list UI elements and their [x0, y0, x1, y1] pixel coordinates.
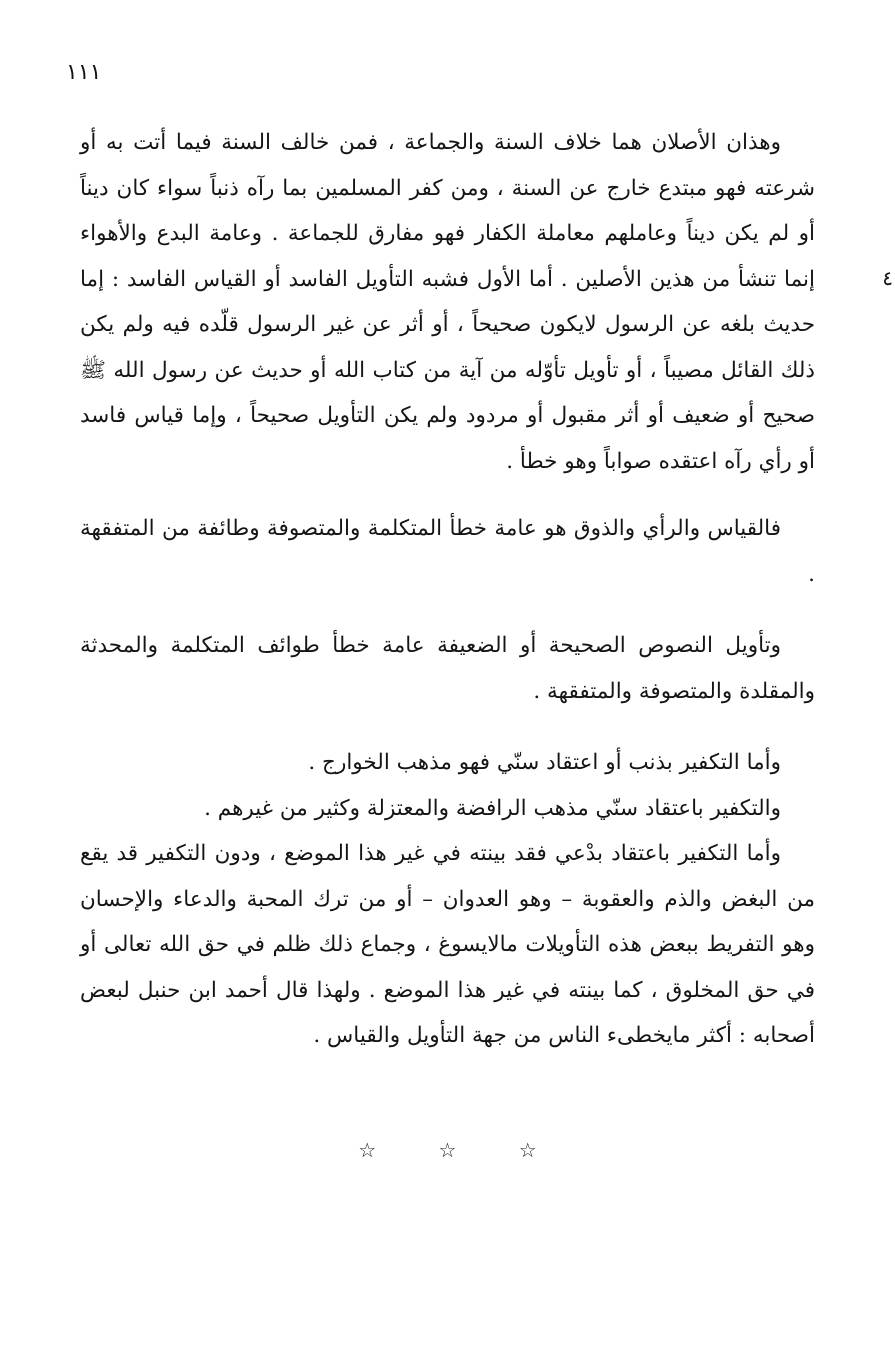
paragraph-6: وأما التكفير باعتقاد بدْعي فقد بينته في غير هذا الموضع ، ودون التكفير قد يقع من البغض والذم والعقوبة – وهو العدوان – أو من ترك المحبة والدعاء والإحسان وهو التفريط ببعض هذه التأويلات مالايسوغ ، وجماع ذلك ظلم في حق الله تعالى أو في حق المخلوق ، كما بينته في غير هذا الموضع . ولهذا قال أحمد ابن حنبل لبعض أصحابه : أكثر مايخطىء الناس من جهة التأويل والقياس . — [80, 841, 815, 1048]
body-text — [80, 120, 815, 1059]
section-separator: ☆ ☆ ☆ — [358, 1138, 565, 1162]
paragraph-2: فالقياس والرأي والذوق هو عامة خطأ المتكلمة والمتصوفة وطائفة من المتفقهة . — [80, 516, 815, 587]
page-number: ١١١ — [66, 60, 102, 85]
margin-mark: ٤ — [882, 266, 893, 290]
paragraph-1: وهذان الأصلان هما خلاف السنة والجماعة ، فمن خالف السنة فيما أتت به أو شرعته فهو مبتدع خارج عن السنة ، ومن كفر المسلمين بما رآه ذنباً سواء كان ديناً أو لم يكن ديناً وعاملهم معاملة الكفار فهو مفارق للجماعة . وعامة البدع والأهواء إنما تنشأ من هذين الأصلين . أما الأول فشبه التأويل الفاسد أو القياس الفاسد : إما حديث بلغه عن الرسول لايكون صحيحاً ، أو أثر عن غير الرسول قلّده فيه ولم يكن ذلك القائل مصيباً ، أو تأويل تأوّله من آية من كتاب الله أو حديث عن رسول الله ﷺ صحيح أو ضعيف أو أثر مقبول أو مردود ولم يكن التأويل صحيحاً ، وإما قياس فاسد أو رأي رآه اعتقده صواباً وهو خطأ . — [80, 130, 815, 474]
paragraph-4: وأما التكفير بذنب أو اعتقاد سنّي فهو مذهب الخوارج . — [308, 750, 781, 775]
paragraph-3: وتأويل النصوص الصحيحة أو الضعيفة عامة خطأ طوائف المتكلمة والمحدثة والمقلدة والمتصوفة والمتفقهة . — [80, 633, 815, 704]
paragraph-5: والتكفير باعتقاد سنّي مذهب الرافضة والمعتزلة وكثير من غيرهم . — [204, 795, 781, 821]
